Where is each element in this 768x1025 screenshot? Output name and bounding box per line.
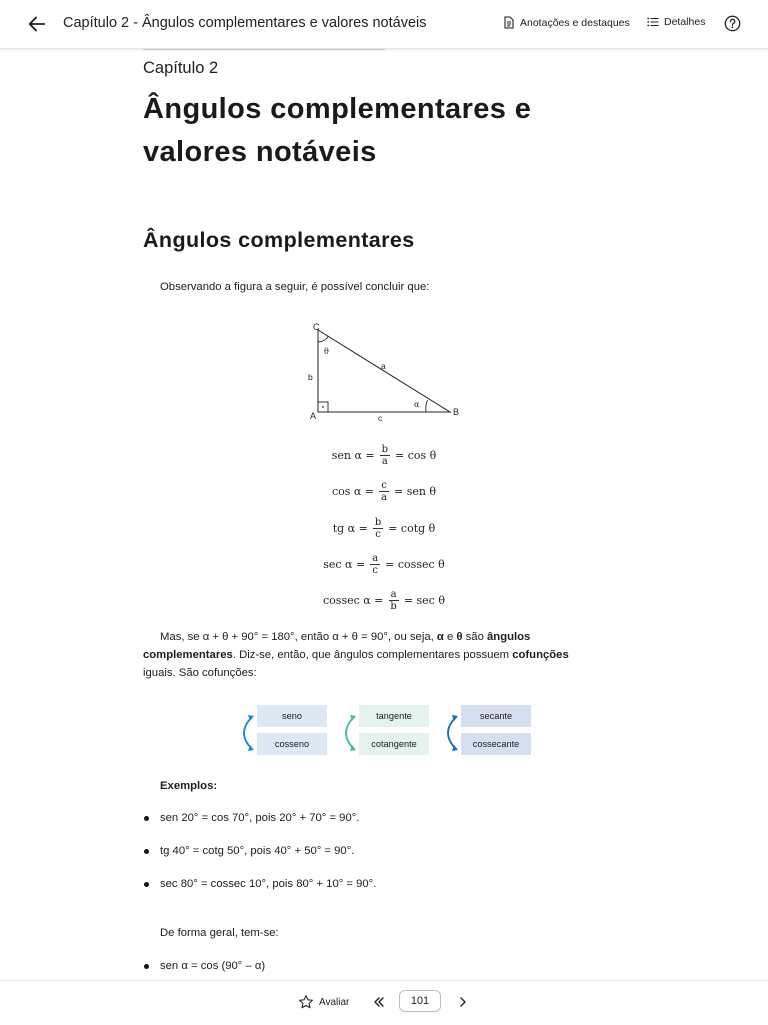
formula-cos [300,480,468,503]
fraction-numerator: c [381,480,387,491]
star-icon [298,994,314,1010]
formula-lhs: sec α = [323,558,366,571]
curved-double-arrow-icon [234,713,256,753]
right-triangle-figure [300,320,470,426]
chapter-title: Ângulos complementares e valores notáveis [143,93,532,168]
example-item: tg 40° = cotg 50°, pois 40° + 50° = 90°. [160,845,355,857]
paragraph-text: são [462,631,488,643]
fraction-numerator: a [372,553,379,564]
fraction-numerator: b [381,444,389,455]
vertex-c-label: C [313,322,320,332]
general-item: sen α = cos (90° – α) [160,960,266,972]
cofunction-box-seno: seno [257,705,327,727]
help-icon[interactable] [724,15,741,32]
paragraph-text: e [443,631,457,643]
alpha-symbol: α [436,631,444,643]
theta-symbol: θ [456,631,463,643]
formula-rhs: = cotg θ [388,522,436,535]
fraction-denominator: c [372,565,378,576]
bullet-dot [144,816,149,821]
bottom-bar [0,980,768,1025]
formula-cossec [300,589,468,612]
intro-text: Observando a figura a seguir, é possível concluir que: [160,281,430,293]
fraction-denominator: b [390,601,397,612]
examples-title: Exemplos: [160,780,218,792]
side-a-label: a [381,361,386,371]
cofunction-box-cotangente: cotangente [359,733,429,755]
cofunction-box-secante: secante [461,705,531,727]
formula-lhs: cossec α = [323,594,384,607]
fraction-denominator: c [375,529,381,540]
rate-label: Avaliar [319,996,350,1008]
formula-sec [300,553,468,576]
list-icon [647,17,659,27]
formula-rhs: = sen θ [393,485,437,498]
formula-rhs: = cossec θ [385,558,445,571]
theta-label: θ [324,347,329,356]
section-title: Ângulos complementares [143,228,415,252]
formula-rhs: = cos θ [395,449,437,462]
page-number-input[interactable]: 101 [399,990,441,1012]
back-arrow-icon[interactable] [26,13,48,35]
side-b-label: b [308,372,313,382]
fraction-denominator: a [381,456,388,467]
notes-highlights-button[interactable] [503,16,630,29]
curved-double-arrow-icon [336,713,358,753]
formula-lhs: sen α = [331,449,375,462]
chevron-right-icon[interactable] [456,995,470,1009]
formula-sen [300,444,468,467]
vertex-a-label: A [310,411,317,421]
paragraph-text: Mas, se α + θ + 90° = 180°, então α + θ = 90°, ou seja, [160,631,437,643]
cofunction-box-tangente: tangente [359,705,429,727]
curved-double-arrow-icon [438,713,460,753]
details-label: Detalhes [664,16,706,28]
document-icon [503,16,515,29]
complementary-paragraph [143,628,603,682]
example-item: sec 80° = cossec 10°, pois 80° + 10° = 90°. [160,878,377,890]
side-c-label: c [378,413,383,423]
cofunctions-diagram [234,705,534,761]
cofunction-box-cosseno: cosseno [257,733,327,755]
fraction-denominator: a [381,492,387,503]
bold-term: ângulos complementares [143,631,531,661]
bullet-dot [144,964,149,969]
fraction-numerator: a [390,589,397,600]
bold-term: cofunções [512,649,569,661]
formula-lhs: tg α = [332,522,368,535]
formula-tg [300,517,468,540]
general-intro: De forma geral, tem-se: [160,927,279,939]
vertex-b-label: B [453,407,460,417]
book-chapter-title: Capítulo 2 - Ângulos complementares e valores notáveis [63,15,427,31]
chapter-label: Capítulo 2 [143,59,219,77]
rate-button[interactable] [298,994,349,1010]
notes-highlights-label: Anotações e destaques [520,16,630,29]
details-button[interactable] [647,16,705,28]
formula-rhs: = sec θ [403,594,445,607]
example-item: sen 20° = cos 70°, pois 20° + 70° = 90°. [160,812,360,824]
paragraph-text: . Diz-se, então, que ângulos complementares possuem [232,649,513,661]
double-chevron-left-icon[interactable] [372,995,386,1009]
paragraph-text: iguais. São cofunções: [143,667,257,679]
alpha-label: α [414,400,420,409]
fraction-numerator: b [374,517,382,528]
formula-lhs: cos α = [331,485,375,498]
bullet-dot [144,882,149,887]
top-bar [0,0,768,49]
bullet-dot [144,849,149,854]
reader-content [0,50,768,980]
cofunction-box-cossecante: cossecante [461,733,531,755]
